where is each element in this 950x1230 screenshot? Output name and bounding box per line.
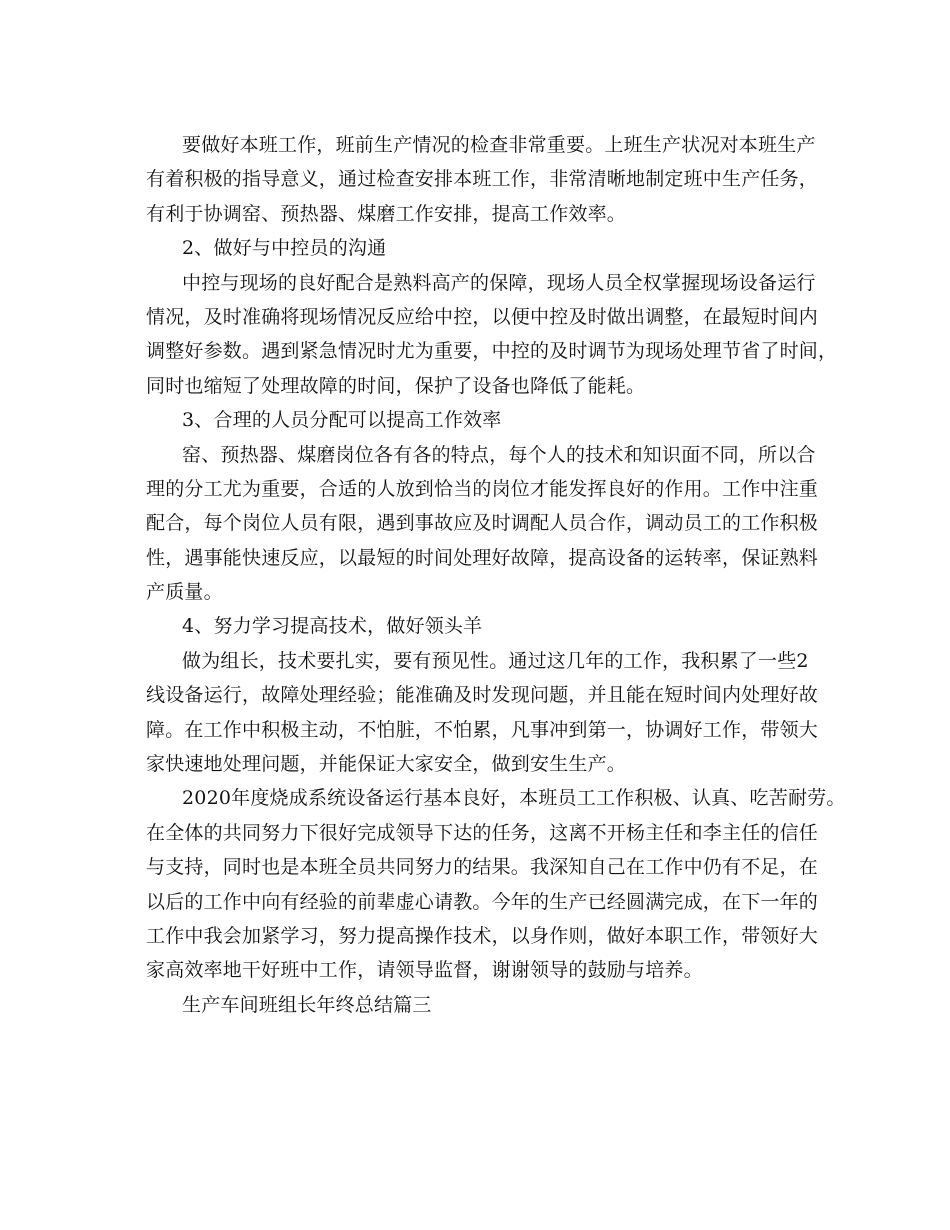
- text-line: 与支持，同时也是本班全员共同努力的结果。我深知自己在工作中仍有不足，在: [146, 856, 819, 879]
- text-line: 有利于协调窑、预热器、煤磨工作安排，提高工作效率。: [146, 202, 627, 225]
- text-line: 线设备运行，故障处理经验；能准确及时发现问题，并且能在短时间内处理好故: [146, 684, 819, 707]
- text-line: 2、做好与中控员的沟通: [182, 237, 387, 260]
- text-line: 3、合理的人员分配可以提高工作效率: [182, 409, 502, 432]
- text-line: 中控与现场的良好配合是熟料高产的保障，现场人员全权掌握现场设备运行: [182, 271, 816, 294]
- text-line: 在全体的共同努力下很好完成领导下达的任务，这离不开杨主任和李主任的信任: [146, 821, 819, 844]
- text-line: 要做好本班工作，班前生产情况的检查非常重要。上班生产状况对本班生产: [182, 134, 816, 156]
- text-line: 同时也缩短了处理故障的时间，保护了设备也降低了能耗。: [146, 374, 646, 397]
- text-line: 做为组长，技术要扎实，要有预见性。通过这几年的工作，我积累了一些2: [182, 649, 809, 672]
- text-line: 2020年度烧成系统设备运行基本良好，本班员工工作积极、认真、吃苦耐劳。: [182, 787, 846, 810]
- text-line: 工作中我会加紧学习，努力提高操作技术，以身作则，做好本职工作，带领好大: [146, 924, 819, 947]
- text-line: 以后的工作中向有经验的前辈虚心请教。今年的生产已经圆满完成，在下一年的: [146, 890, 819, 913]
- text-line: 生产车间班组长年终总结篇三: [182, 993, 432, 1016]
- text-line: 障。在工作中积极主动，不怕脏，不怕累，凡事冲到第一，协调好工作，带领大: [146, 718, 819, 741]
- text-line: 产质量。: [146, 581, 223, 604]
- text-line: 4、努力学习提高技术，做好领头羊: [182, 615, 483, 638]
- text-line: 配合，每个岗位人员有限，遇到事故应及时调配人员合作，调动员工的工作积极: [146, 512, 819, 535]
- text-line: 理的分工尤为重要，合适的人放到恰当的岗位才能发挥良好的作用。工作中注重: [146, 477, 819, 500]
- text-line: 家高效率地干好班中工作，请领导监督，谢谢领导的鼓励与培养。: [146, 959, 703, 982]
- text-line: 情况，及时准确将现场情况反应给中控，以便中控及时做出调整，在最短时间内: [146, 305, 819, 328]
- text-line: 家快速地处理问题，并能保证大家安全，做到安生生产。: [146, 753, 627, 776]
- text-line: 有着积极的指导意义，通过检查安排本班工作，非常清晰地制定班中生产任务，: [146, 168, 819, 191]
- text-line: 调整好参数。遇到紧急情况时尤为重要，中控的及时调节为现场处理节省了时间，: [146, 340, 838, 363]
- text-line: 窑、预热器、煤磨岗位各有各的特点，每个人的技术和知识面不同，所以合: [182, 443, 816, 466]
- text-line: 性，遇事能快速反应，以最短的时间处理好故障，提高设备的运转率，保证熟料: [146, 546, 819, 569]
- document-body: [146, 128, 846, 1022]
